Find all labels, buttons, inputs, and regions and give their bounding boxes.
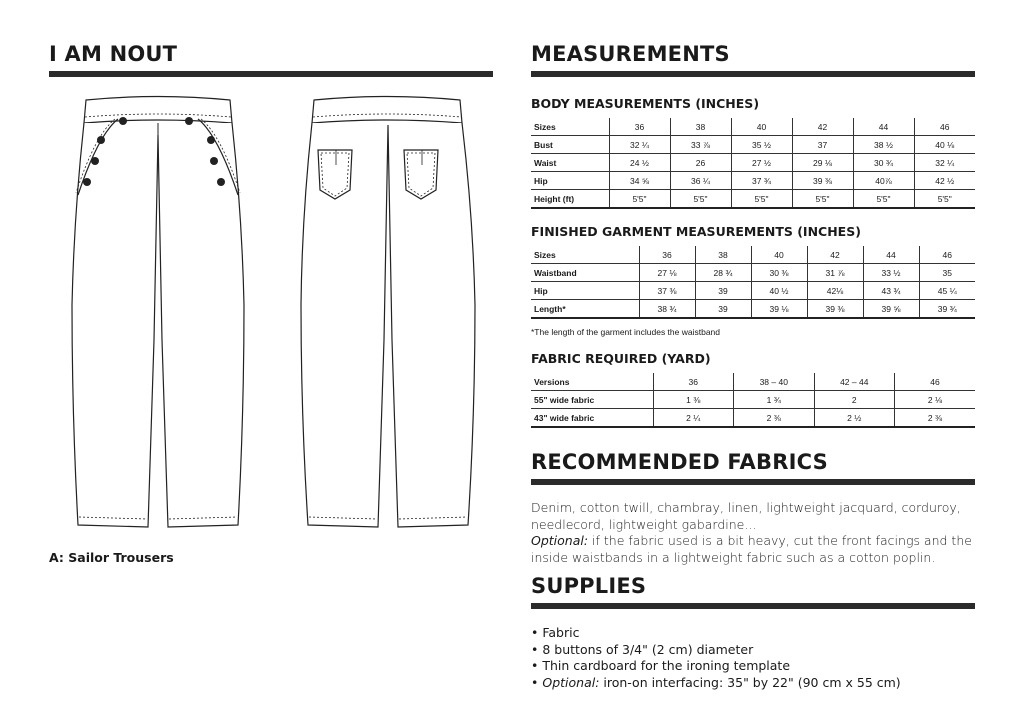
title-rule-left: [49, 71, 493, 77]
title-rule-measurements: [531, 71, 975, 77]
row-label: Length*: [531, 300, 639, 319]
table-cell: 37: [792, 136, 853, 154]
table-cell: 43 ¾: [863, 282, 919, 300]
recommended-line-3: [531, 533, 975, 550]
table-cell: 44: [853, 118, 914, 136]
table-cell: 32 ¼: [914, 154, 975, 172]
table-cell: 46: [919, 246, 975, 264]
table-cell: 5'5": [731, 190, 792, 209]
table-cell: 42: [792, 118, 853, 136]
trousers-back-drawing: [298, 95, 476, 535]
recommended-fabrics-title: RECOMMENDED FABRICS: [531, 450, 828, 474]
row-label: Versions: [531, 373, 653, 391]
table-row: [531, 264, 975, 282]
row-label: Hip: [531, 172, 609, 190]
table-cell: 35 ½: [731, 136, 792, 154]
table-cell: 39 ¾: [919, 300, 975, 319]
table-cell: 40 ⅛: [914, 136, 975, 154]
optional-text: if the fabric used is a bit heavy, cut the front facings and the: [588, 533, 972, 548]
table-cell: 5'5": [853, 190, 914, 209]
table-cell: 42 ½: [914, 172, 975, 190]
table-cell: 40 ½: [751, 282, 807, 300]
table-cell: 27 ⅛: [639, 264, 695, 282]
table-cell: 46: [914, 118, 975, 136]
table-cell: 40⅞: [853, 172, 914, 190]
table-cell: 40: [751, 246, 807, 264]
table-cell: 39 ⅛: [751, 300, 807, 319]
page-title-left: I AM NOUT: [49, 42, 178, 66]
supplies-list: [531, 625, 901, 691]
table-cell: 44: [863, 246, 919, 264]
table-cell: 1 ¾: [734, 391, 815, 409]
table-cell: 5'5": [792, 190, 853, 209]
row-label: Sizes: [531, 246, 639, 264]
table-row: [531, 136, 975, 154]
table-row: [531, 300, 975, 319]
table-cell: 2 ⅜: [734, 409, 815, 428]
table-cell: 1 ⅜: [653, 391, 734, 409]
table-cell: 39 ⅝: [863, 300, 919, 319]
garment-length-note: *The length of the garment includes the waistband: [531, 327, 721, 337]
recommended-line-1: Denim, cotton twill, chambray, linen, lightweight jacquard, corduroy,: [531, 500, 961, 515]
recommended-line-2: needlecord, lightweight gabardine...: [531, 516, 757, 532]
table-cell: 28 ¾: [695, 264, 751, 282]
row-label: 43" wide fabric: [531, 409, 653, 428]
title-rule-recommended: [531, 479, 975, 485]
table-cell: 37 ⅜: [639, 282, 695, 300]
supply-optional-text: iron-on interfacing: 35" by 22" (90 cm x 55 cm): [599, 674, 901, 690]
table-cell: 38 ¾: [639, 300, 695, 319]
table-cell: 33 ⅞: [670, 136, 731, 154]
table-cell: 24 ½: [609, 154, 670, 172]
table-row: [531, 373, 975, 391]
table-cell: 5'5": [609, 190, 670, 209]
table-cell: 2 ⅜: [895, 409, 976, 428]
body-measurements-table: [531, 118, 975, 209]
table-row: [531, 246, 975, 264]
table-row: [531, 172, 975, 190]
table-cell: 38: [695, 246, 751, 264]
row-label: 55" wide fabric: [531, 391, 653, 409]
supply-item: • 8 buttons of 3/4" (2 cm) diameter: [531, 642, 901, 659]
table-cell: 2 ½: [814, 409, 895, 428]
supply-item-optional: [531, 675, 901, 692]
table-cell: 42: [807, 246, 863, 264]
row-label: Bust: [531, 136, 609, 154]
row-label: Hip: [531, 282, 639, 300]
supply-optional-label: Optional:: [542, 674, 600, 690]
table-cell: 36: [653, 373, 734, 391]
table-cell: 38 ½: [853, 136, 914, 154]
row-label: Waist: [531, 154, 609, 172]
fabric-required-table: [531, 373, 975, 428]
table-row: [531, 118, 975, 136]
table-cell: 36 ¼: [670, 172, 731, 190]
table-cell: 2 ⅛: [895, 391, 976, 409]
table-cell: 39: [695, 300, 751, 319]
supply-item: • Thin cardboard for the ironing template: [531, 658, 901, 675]
table-cell: 42 – 44: [814, 373, 895, 391]
table-cell: 46: [895, 373, 976, 391]
recommended-fabrics-text: [531, 500, 975, 566]
supply-item: • Fabric: [531, 625, 901, 642]
body-measurements-title: BODY MEASUREMENTS (INCHES): [531, 96, 760, 111]
table-cell: 26: [670, 154, 731, 172]
table-cell: 36: [609, 118, 670, 136]
table-cell: 36: [639, 246, 695, 264]
garment-measurements-title: FINISHED GARMENT MEASUREMENTS (INCHES): [531, 224, 861, 239]
illustration-caption: A: Sailor Trousers: [49, 550, 174, 565]
table-cell: 5'5": [914, 190, 975, 209]
table-cell: 42⅛: [807, 282, 863, 300]
row-label: Waistband: [531, 264, 639, 282]
optional-label: Optional:: [531, 533, 589, 548]
table-row: [531, 154, 975, 172]
table-cell: 31 ⅞: [807, 264, 863, 282]
table-cell: 38 – 40: [734, 373, 815, 391]
fabric-required-title: FABRIC REQUIRED (YARD): [531, 351, 711, 366]
measurements-title: MEASUREMENTS: [531, 42, 730, 66]
table-cell: 38: [670, 118, 731, 136]
title-rule-supplies: [531, 603, 975, 609]
table-cell: 34 ⅝: [609, 172, 670, 190]
table-cell: 2 ¼: [653, 409, 734, 428]
table-cell: 32 ¼: [609, 136, 670, 154]
table-cell: 27 ½: [731, 154, 792, 172]
table-cell: 5'5": [670, 190, 731, 209]
table-cell: 35: [919, 264, 975, 282]
table-cell: 39: [695, 282, 751, 300]
table-cell: 2: [814, 391, 895, 409]
table-cell: 40: [731, 118, 792, 136]
table-cell: 45 ¼: [919, 282, 975, 300]
table-cell: 33 ½: [863, 264, 919, 282]
table-row: [531, 190, 975, 209]
supplies-title: SUPPLIES: [531, 574, 647, 598]
row-label: Height (ft): [531, 190, 609, 209]
table-row: [531, 409, 975, 428]
recommended-line-4: inside waistbands in a lightweight fabric such as a cotton poplin.: [531, 549, 936, 565]
table-cell: 39 ⅜: [807, 300, 863, 319]
table-cell: 30 ⅜: [751, 264, 807, 282]
garment-measurements-table: [531, 246, 975, 319]
table-row: [531, 282, 975, 300]
table-cell: 30 ¾: [853, 154, 914, 172]
table-cell: 37 ¾: [731, 172, 792, 190]
table-cell: 29 ⅛: [792, 154, 853, 172]
table-cell: 39 ⅜: [792, 172, 853, 190]
trousers-front-drawing: [68, 95, 246, 535]
table-row: [531, 391, 975, 409]
row-label: Sizes: [531, 118, 609, 136]
